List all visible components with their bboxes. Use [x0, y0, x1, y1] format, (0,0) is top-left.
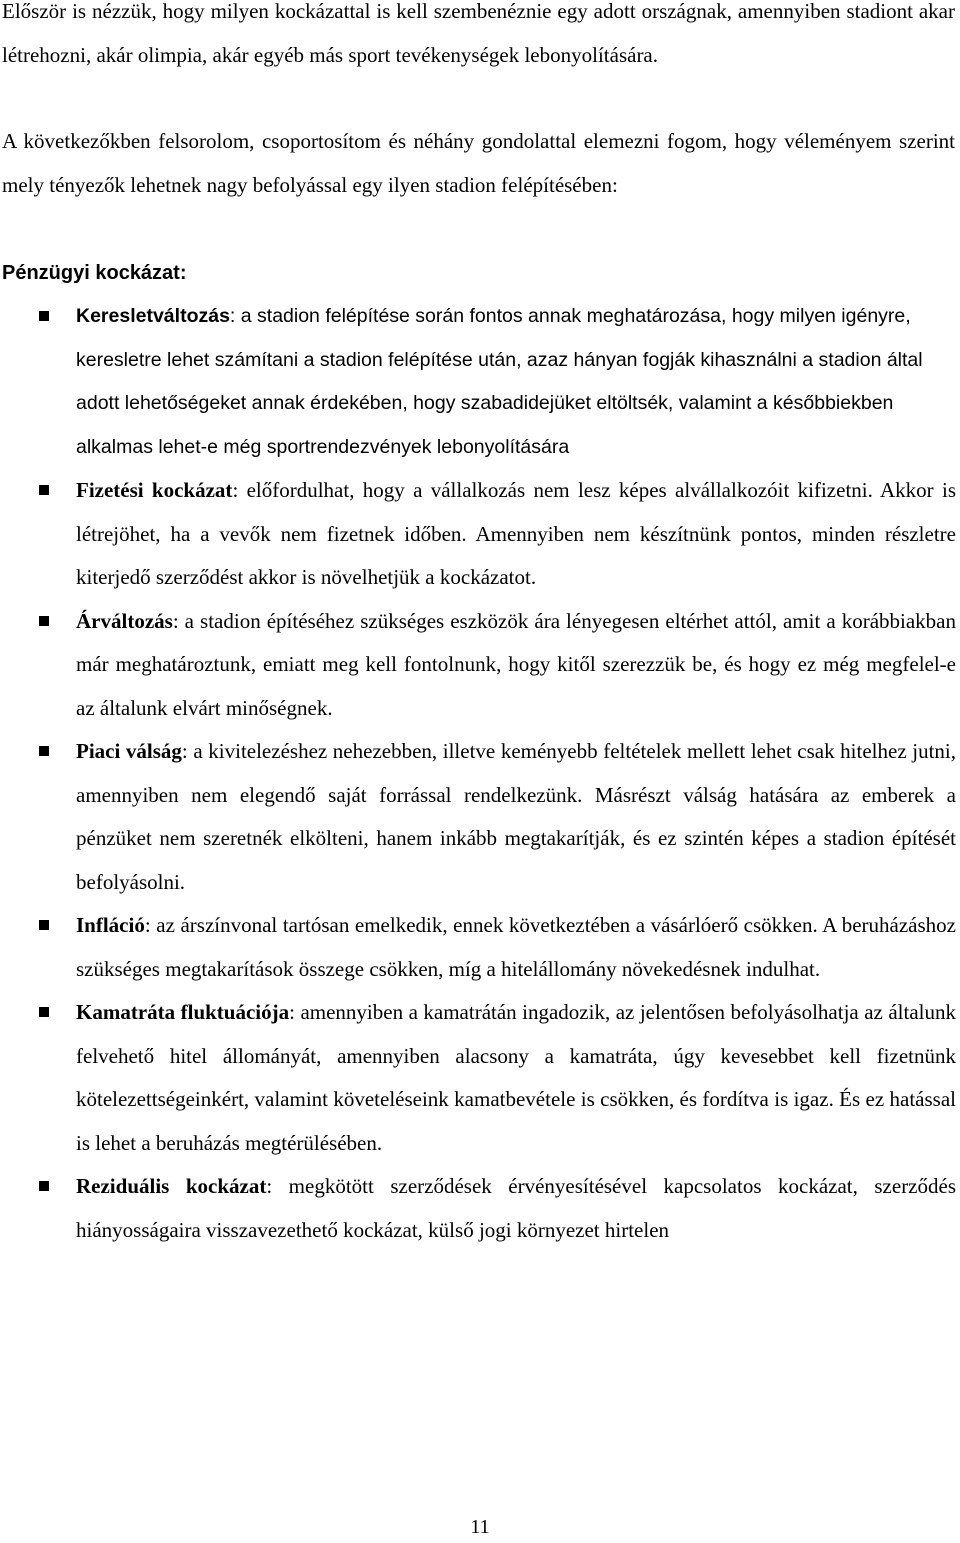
list-item	[0, 904, 956, 991]
item-text: : a kivitelezéshez nehezebben, illetve keményebb feltételek mellett lehet csak hitelhez jutni, amennyiben nem elegendő saját forrással rendelkezünk. Másrészt válság hatására az emberek a pénzüket nem szeretnék elkölteni, hanem inkább megtakarítják, és ez szintén képes a stadion építését befolyásolni.	[76, 739, 956, 894]
item-text: : amennyiben a kamatrátán ingadozik, az jelentősen befolyásolhatja az általunk felvehető hitel állományát, amennyiben alacsony a kamatráta, úgy kevesebbet kell fizetnünk kötelezettségeinkért, valamint követeléseink kamatbevétele is csökken, és fordítva is igaz. És ez hatással is lehet a beruházás megtérülésében.	[76, 1000, 956, 1155]
risk-list	[0, 295, 960, 1252]
bullet-icon	[39, 616, 49, 626]
item-term: Árváltozás	[76, 608, 173, 633]
list-item	[0, 730, 956, 904]
item-text: : a stadion építéséhez szükséges eszközök ára lényegesen eltérhet attól, amit a korábbiakban már meghatároztunk, emiatt meg kell fontolnunk, hogy kitől szerezzük be, és hogy ez még megfelel-e az általunk elvárt minőségnek.	[76, 608, 956, 720]
item-term: Kamatráta fluktuációja	[76, 1000, 290, 1024]
list-item	[0, 1165, 956, 1252]
bullet-icon	[39, 920, 49, 930]
list-item	[0, 295, 956, 469]
bullet-icon	[39, 1007, 49, 1017]
bullet-icon	[39, 1181, 49, 1191]
item-text: : a stadion felépítése során fontos annak meghatározása, hogy milyen igényre, keresletre lehet számítani a stadion felépítése után, azaz hányan fogják kihasználni a stadion által adott lehetőségeket annak érdekében, hogy szabadidejüket eltöltsék, valamint a későbbiekben alkalmas lehet-e még sportrendezvények lebonyolítására	[76, 305, 923, 458]
list-item	[0, 600, 956, 731]
section-heading: Pénzügyi kockázat:	[2, 262, 187, 284]
intro-paragraph: Először is nézzük, hogy milyen kockázattal is kell szembenéznie egy adott országnak, amennyiben stadiont akar létrehozni, akár olimpia, akár egyéb más sport tevékenységek lebonyolítására.	[2, 0, 955, 67]
bullet-icon	[39, 746, 49, 756]
item-term: Reziduális kockázat	[76, 1174, 267, 1198]
bullet-icon	[39, 311, 49, 321]
page-number: 11	[470, 1516, 490, 1538]
item-text: : előfordulhat, hogy a vállalkozás nem lesz képes alvállalkozóit kifizetni. Akkor is létrejöhet, ha a vevők nem fizetnek időben. Amennyiben nem készítnünk pontos, minden részletre kiterjedő szerződést akkor is növelhetjük a kockázatot.	[76, 478, 956, 589]
item-term: Piaci válság	[76, 739, 182, 763]
bullet-icon	[39, 485, 49, 495]
overview-paragraph: A következőkben felsorolom, csoportosítom és néhány gondolattal elemezni fogom, hogy véleményem szerint mely tényezők lehetnek nagy befolyással egy ilyen stadion felépítésében:	[2, 129, 955, 197]
item-term: Infláció	[76, 913, 145, 937]
item-term: Keresletváltozás	[76, 305, 230, 327]
item-term: Fizetési kockázat	[76, 478, 233, 502]
item-text: : megkötött szerződések érvényesítésével kapcsolatos kockázat, szerződés hiányosságaira visszavezethető kockázat, külső jogi környezet hirtelen	[76, 1174, 956, 1242]
list-item	[0, 991, 956, 1165]
item-text: : az árszínvonal tartósan emelkedik, ennek következtében a vásárlóerő csökken. A beruházáshoz szükséges megtakarítások összege csökken, míg a hitelállomány növekedésnek indulhat.	[76, 913, 956, 981]
list-item	[0, 469, 956, 600]
